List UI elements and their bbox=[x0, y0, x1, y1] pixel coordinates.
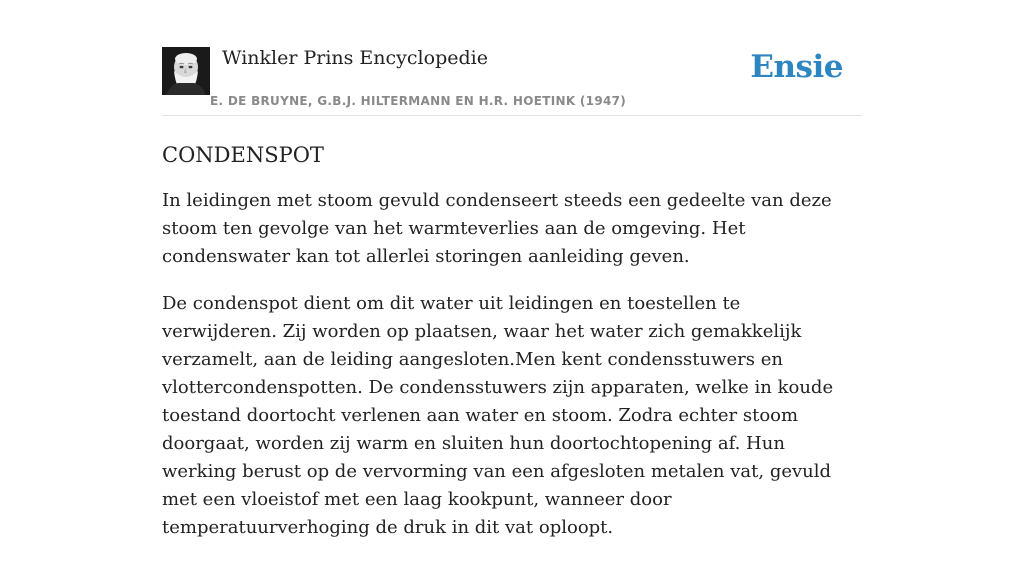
site-title[interactable]: Winkler Prins Encyclopedie bbox=[222, 47, 488, 69]
authors-byline: E. DE BRUYNE, G.B.J. HILTERMANN EN H.R. HOETINK (1947) bbox=[210, 94, 627, 108]
site-header bbox=[162, 46, 862, 116]
article-body bbox=[162, 140, 852, 561]
article-title: CONDENSPOT bbox=[162, 143, 324, 167]
paragraph-1: In leidingen met stoom gevuld condenseert steeds een gedeelte van deze stoom ten gevolge van het warmteverlies aan de omgeving. Het condenswater kan tot allerlei storingen aanleiding geven. bbox=[162, 190, 832, 267]
portrait-icon[interactable] bbox=[162, 47, 210, 95]
brand-logo[interactable]: Ensie bbox=[750, 49, 843, 85]
paragraph-2: De condenspot dient om dit water uit leidingen en toestellen te verwijderen. Zij worden op plaatsen, waar het water zich gemakkelijk verzamelt, aan de leiding aangesloten.Men kent condensstuwers en vlottercondenspotten. De condensstuwers zijn apparaten, welke in koude toestand doortocht verlenen aan water en stoom. Zodra echter stoom doorgaat, worden zij warm en sluiten hun doortochtopening af. Hun werking berust op de vervorming van een afgesloten metalen vat, gevuld met een vloeistof met een laag kookpunt, wanneer door temperatuurverhoging de druk in dit vat oploopt. bbox=[162, 293, 834, 538]
